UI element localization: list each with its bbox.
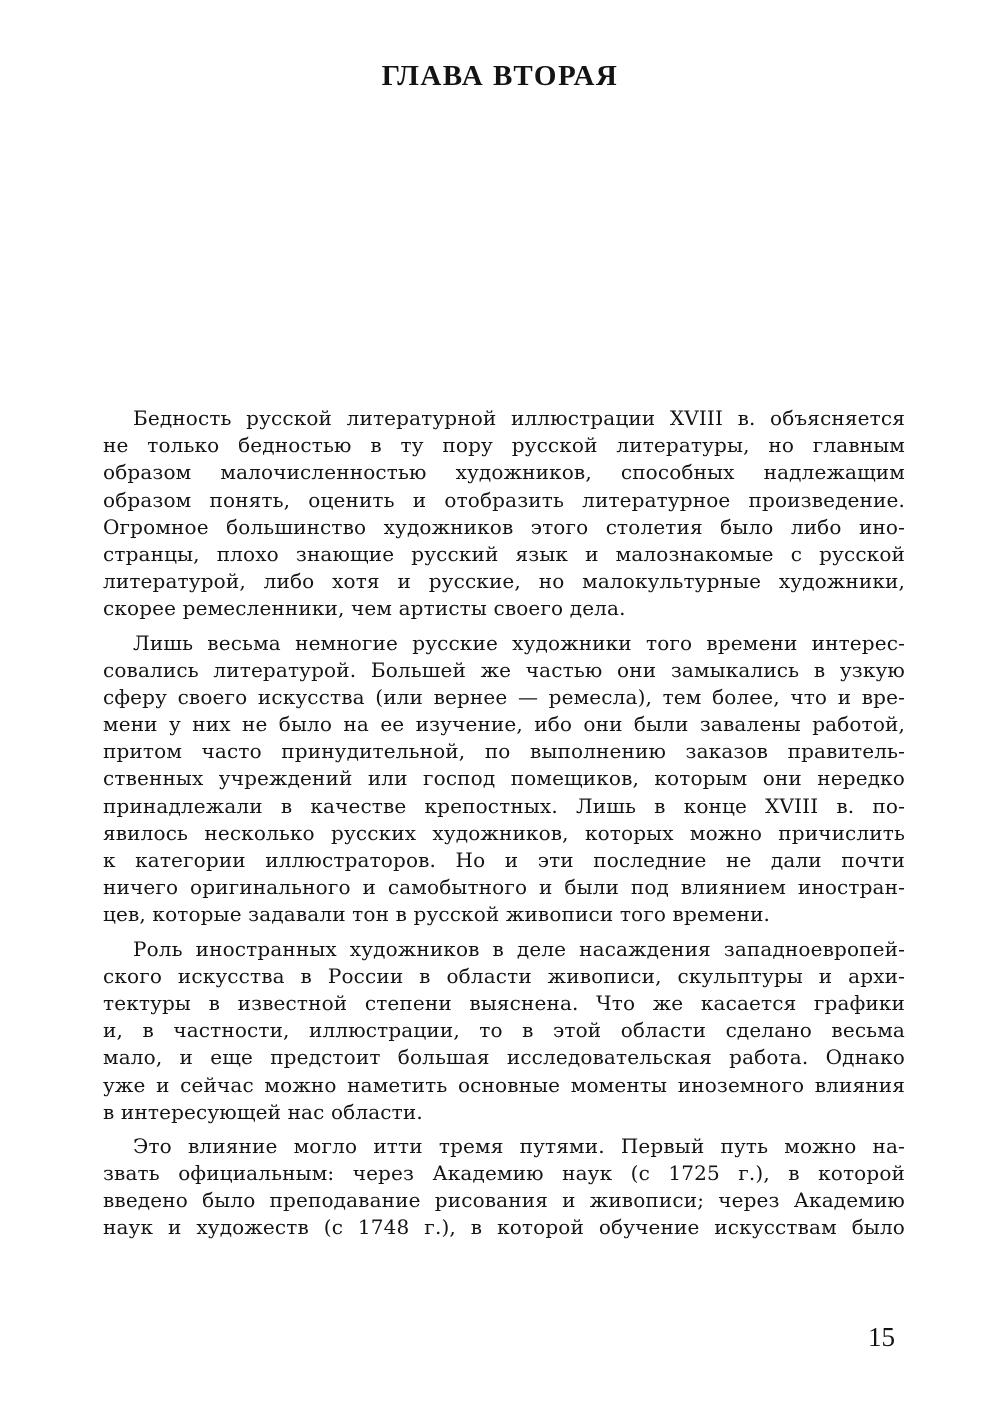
text-line: образом понять, оценить и отобразить литературное произведение. xyxy=(103,487,905,512)
page-number: 15 xyxy=(868,1322,895,1352)
text-line: цев, которые задавали тон в русской живописи того времени. xyxy=(103,902,771,927)
text-line: принадлежали в качестве крепостных. Лишь в конце XVIII в. по- xyxy=(103,793,905,818)
text-line: Роль иностранных художников в деле насаждения западноевропей- xyxy=(133,936,905,961)
text-line: мало, и еще предстоит большая исследовательская работа. Однако xyxy=(103,1045,905,1070)
text-line: в интересующей нас области. xyxy=(103,1099,423,1124)
chapter-title: ГЛАВА ВТОРАЯ xyxy=(381,60,619,92)
text-line: скорее ремесленники, чем артисты своего дела. xyxy=(103,596,626,621)
text-line: притом часто принудительной, по выполнению заказов правитель- xyxy=(103,739,905,764)
text-line: ничего оригинального и самобытного и были под влиянием иностран- xyxy=(103,875,905,900)
text-line: литературой, либо хотя и русские, но малокультурные художники, xyxy=(103,569,905,594)
text-line: не только бедностью в ту пору русской литературы, но главным xyxy=(103,433,905,458)
text-body xyxy=(103,405,905,1249)
text-line: к категории иллюстраторов. Но и эти последние не дали почти xyxy=(103,848,905,872)
text-line: образом малочисленностью художников, способных надлежащим xyxy=(103,460,905,485)
text-line: странцы, плохо знающие русский язык и малознакомые с русской xyxy=(103,541,905,566)
text-line: сферу своего искусства (или вернее — ремесла), тем более, что и вре- xyxy=(103,684,905,709)
text-line: Лишь весьма немногие русские художники того времени интерес- xyxy=(133,630,905,655)
text-line: Это влияние могло итти тремя путями. Первый путь можно на- xyxy=(133,1133,905,1158)
text-line: ского искусства в России в области живописи, скульптуры и архи- xyxy=(103,963,905,988)
text-line: совались литературой. Большей же частью они замыкались в узкую xyxy=(103,657,905,682)
text-line: наук и художеств (с 1748 г.), в которой обучение искусствам было xyxy=(103,1215,905,1240)
text-line: уже и сейчас можно наметить основные моменты иноземного влияния xyxy=(103,1072,905,1097)
text-line: и, в частности, иллюстрации, то в этой области сделано весьма xyxy=(103,1018,905,1043)
text-line: введено было преподавание рисования и живописи; через Академию xyxy=(103,1188,905,1213)
text-line: явилось несколько русских художников, которых можно причислить xyxy=(103,820,905,845)
paragraph-1 xyxy=(103,405,905,623)
paragraph-3 xyxy=(103,936,905,1126)
text-line: Бедность русской литературной иллюстрации XVIII в. объясняется xyxy=(133,406,905,430)
paragraph-4 xyxy=(103,1133,905,1242)
text-line: Огромное большинство художников этого столетия было либо ино- xyxy=(103,514,905,539)
text-line: мени у них не было на ее изучение, ибо они были завалены работой, xyxy=(103,712,905,737)
text-line: тектуры в известной степени выяснена. Что же касается графики xyxy=(103,990,905,1015)
paragraph-2 xyxy=(103,630,905,929)
text-line: звать официальным: через Академию наук (с 1725 г.), в которой xyxy=(103,1161,905,1186)
text-line: ственных учреждений или господ помещиков, которым они нередко xyxy=(103,766,905,791)
